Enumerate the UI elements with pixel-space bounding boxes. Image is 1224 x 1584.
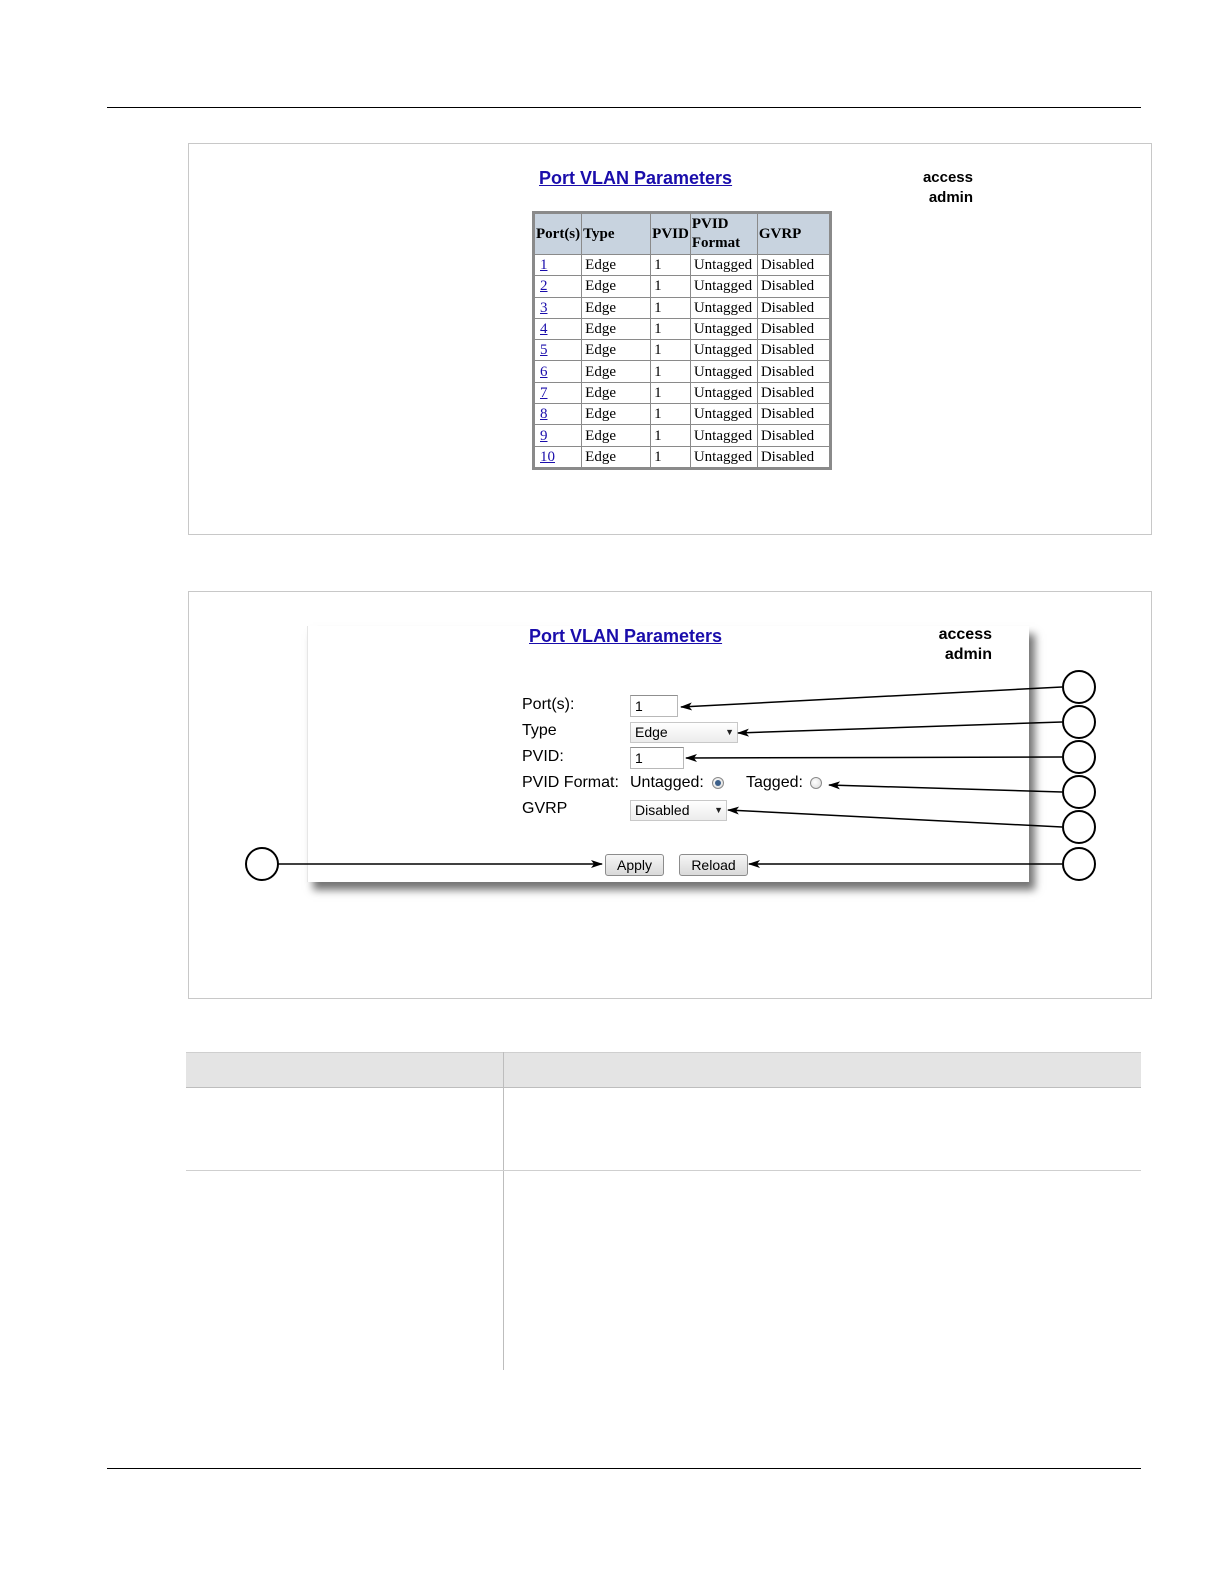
- cell-pvid: 1: [651, 298, 690, 318]
- access-label: access: [938, 626, 992, 643]
- user-label: admin: [944, 646, 992, 663]
- col-ports: Port(s): [535, 214, 581, 254]
- cell-gvrp: Disabled: [758, 383, 829, 403]
- gvrp-label: GVRP: [522, 800, 568, 817]
- cell-pvid-format: Untagged: [691, 383, 757, 403]
- cell-pvid: 1: [651, 361, 690, 381]
- type-select-value: Edge: [635, 724, 668, 740]
- col-type: Type: [582, 214, 650, 254]
- pvid-label: PVID:: [522, 748, 564, 765]
- ports-field[interactable]: 1: [630, 695, 678, 717]
- cell-type: Edge: [582, 447, 650, 467]
- access-level: [909, 168, 973, 208]
- cell-pvid-format: Untagged: [691, 276, 757, 296]
- port-link[interactable]: 7: [540, 384, 548, 401]
- port-link[interactable]: 3: [540, 299, 548, 316]
- port-link[interactable]: 5: [540, 342, 548, 359]
- user-label: admin: [928, 189, 973, 206]
- pvid-field[interactable]: 1: [630, 747, 684, 769]
- col-pvid: PVID: [651, 214, 690, 254]
- chevron-down-icon: ▼: [725, 727, 734, 737]
- parameter-table-row-divider: [186, 1170, 1141, 1171]
- cell-pvid-format: Untagged: [691, 361, 757, 381]
- port-link[interactable]: 2: [540, 278, 548, 295]
- table-row: [535, 276, 829, 296]
- cell-port[interactable]: [535, 383, 581, 403]
- col-pvid-format-line2: Format: [691, 235, 741, 251]
- cell-pvid-format: Untagged: [691, 404, 757, 424]
- cell-port[interactable]: [535, 276, 581, 296]
- callout-circle-pvid-format: [1062, 775, 1096, 809]
- callout-circle-gvrp: [1062, 810, 1096, 844]
- cell-pvid: 1: [651, 425, 690, 445]
- cell-pvid: 1: [651, 276, 690, 296]
- cell-type: Edge: [582, 425, 650, 445]
- cell-pvid: 1: [651, 404, 690, 424]
- cell-pvid-format: Untagged: [691, 425, 757, 445]
- table-row: [535, 404, 829, 424]
- page-title-link[interactable]: Port VLAN Parameters: [539, 168, 733, 188]
- col-pvid-format: [691, 214, 757, 254]
- cell-type: Edge: [582, 361, 650, 381]
- chevron-down-icon: ▼: [714, 805, 723, 815]
- tagged-label: Tagged:: [746, 774, 803, 791]
- cell-pvid-format: Untagged: [691, 319, 757, 339]
- cell-gvrp: Disabled: [758, 404, 829, 424]
- ports-label: Port(s):: [522, 696, 575, 713]
- table-header-row: [535, 214, 829, 254]
- cell-type: Edge: [582, 404, 650, 424]
- port-link[interactable]: 8: [540, 406, 548, 423]
- untagged-label: Untagged:: [630, 774, 704, 791]
- cell-port[interactable]: [535, 404, 581, 424]
- table-row: [535, 319, 829, 339]
- table-row: [535, 340, 829, 360]
- header-rule: [107, 107, 1141, 108]
- port-link[interactable]: 6: [540, 363, 548, 380]
- cell-type: Edge: [582, 383, 650, 403]
- table-row: [535, 361, 829, 381]
- cell-gvrp: Disabled: [758, 255, 829, 275]
- callout-line-ports: [681, 687, 1062, 707]
- callout-arrows: [189, 592, 1153, 1000]
- cell-type: Edge: [582, 255, 650, 275]
- pvid-format-label: PVID Format:: [522, 774, 619, 791]
- cell-gvrp: Disabled: [758, 319, 829, 339]
- table-row: [535, 425, 829, 445]
- cell-pvid: 1: [651, 447, 690, 467]
- cell-port[interactable]: [535, 255, 581, 275]
- cell-gvrp: Disabled: [758, 298, 829, 318]
- access-label: access: [922, 169, 973, 186]
- port-link[interactable]: 9: [540, 427, 548, 444]
- cell-type: Edge: [582, 340, 650, 360]
- callout-circle-ports: [1062, 670, 1096, 704]
- callout-line-pvid-format: [829, 785, 1062, 792]
- cell-pvid-format: Untagged: [691, 298, 757, 318]
- port-vlan-table: [532, 211, 832, 470]
- parameter-table-column-divider: [503, 1052, 504, 1370]
- cell-pvid-format: Untagged: [691, 340, 757, 360]
- cell-port[interactable]: [535, 298, 581, 318]
- cell-gvrp: Disabled: [758, 276, 829, 296]
- cell-gvrp: Disabled: [758, 425, 829, 445]
- cell-pvid: 1: [651, 340, 690, 360]
- port-link[interactable]: 10: [540, 448, 555, 465]
- gvrp-select-value: Disabled: [635, 802, 690, 818]
- type-label: Type: [522, 722, 557, 739]
- cell-port[interactable]: [535, 447, 581, 467]
- figure-port-vlan-table: [188, 143, 1152, 535]
- cell-port[interactable]: [535, 361, 581, 381]
- callout-line-type: [738, 722, 1062, 733]
- callout-circle-pvid: [1062, 740, 1096, 774]
- apply-button[interactable]: Apply: [605, 854, 664, 876]
- table-row: [535, 298, 829, 318]
- cell-pvid-format: Untagged: [691, 255, 757, 275]
- footer-rule: [107, 1468, 1141, 1469]
- cell-pvid: 1: [651, 319, 690, 339]
- port-link[interactable]: 4: [540, 321, 548, 338]
- parameter-table-header: [186, 1052, 1141, 1088]
- callout-circle-type: [1062, 705, 1096, 739]
- cell-port[interactable]: [535, 340, 581, 360]
- cell-port[interactable]: [535, 425, 581, 445]
- callout-circle-apply: [245, 847, 279, 881]
- cell-type: Edge: [582, 298, 650, 318]
- cell-pvid-format: Untagged: [691, 447, 757, 467]
- col-gvrp: GVRP: [758, 214, 829, 254]
- cell-gvrp: Disabled: [758, 361, 829, 381]
- cell-pvid: 1: [651, 255, 690, 275]
- cell-gvrp: Disabled: [758, 340, 829, 360]
- cell-type: Edge: [582, 319, 650, 339]
- page-title-link[interactable]: Port VLAN Parameters: [529, 626, 723, 646]
- figure-port-vlan-form: [188, 591, 1152, 999]
- cell-port[interactable]: [535, 319, 581, 339]
- cell-pvid: 1: [651, 383, 690, 403]
- callout-line-pvid: [686, 757, 1062, 758]
- callout-line-gvrp: [728, 810, 1062, 827]
- port-link[interactable]: 1: [540, 257, 548, 274]
- callout-circle-reload: [1062, 847, 1096, 881]
- reload-button[interactable]: Reload: [679, 854, 748, 876]
- table-row: [535, 383, 829, 403]
- table-row: [535, 255, 829, 275]
- cell-gvrp: Disabled: [758, 447, 829, 467]
- cell-type: Edge: [582, 276, 650, 296]
- table-row: [535, 447, 829, 467]
- col-pvid-format-line1: PVID: [691, 216, 729, 232]
